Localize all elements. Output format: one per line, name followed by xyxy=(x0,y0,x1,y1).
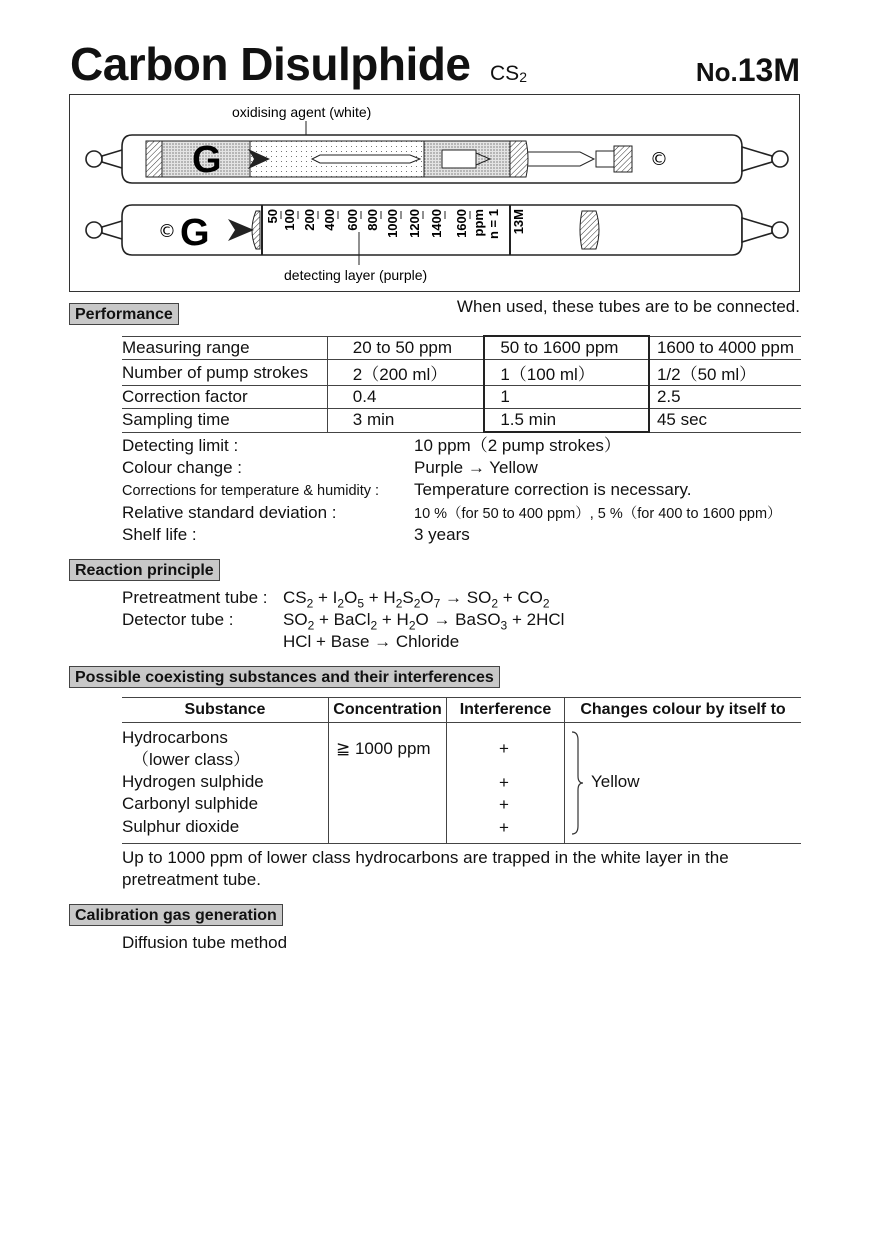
page-title: Carbon Disulphide xyxy=(70,38,471,90)
interference-mark: + xyxy=(499,818,509,837)
substance-name: Carbonyl sulphide xyxy=(122,794,259,813)
scale-tick-label: 1200 xyxy=(407,209,422,238)
detector-equation-2: HCl + Base → Chloride xyxy=(283,632,460,651)
product-number-value: 13M xyxy=(737,52,800,88)
interference-note: Up to 1000 ppm of lower class hydrocarbons are trapped in the white layer in the pretreatment tube. xyxy=(122,848,729,889)
substance-name: Hydrocarbons xyxy=(122,728,228,747)
column-divider xyxy=(564,698,565,843)
pretreatment-equation: $CS_2 + I_2O_5 + H_2S_2O_7 \to SO_2 + CO_2$ xyxy=(283,588,550,611)
column-header: Substance xyxy=(184,701,266,718)
scale-tick-label: 1000 xyxy=(385,209,400,238)
formula-subscript: 2 xyxy=(519,69,527,85)
interference-mark: + xyxy=(499,795,509,814)
section-reaction-principle: Reaction principle xyxy=(69,559,220,581)
performance-table xyxy=(122,335,801,433)
concentration-value: ≧ 1000 ppm xyxy=(336,739,431,758)
bottom-layer-label: detecting layer (purple) xyxy=(284,267,428,283)
scale-tick-label: 800 xyxy=(365,209,380,231)
scale-unit-label: ppm xyxy=(471,209,486,237)
logo-g-icon: G xyxy=(192,139,222,181)
top-layer-label: oxidising agent (white) xyxy=(232,104,372,120)
section-performance: Performance xyxy=(69,303,179,325)
table-cell: 1/2（50 ml） xyxy=(649,360,801,386)
copyright-icon: © xyxy=(650,149,668,170)
tube-diagram xyxy=(69,94,800,292)
spec-label: Corrections for temperature & humidity : xyxy=(122,483,380,499)
scale-tick-label: 50 xyxy=(265,209,280,224)
row-label: Correction factor xyxy=(122,386,327,409)
table-cell: 0.4 xyxy=(327,386,484,409)
substance-name: Hydrogen sulphide xyxy=(122,772,264,791)
table-cell: 45 sec xyxy=(649,409,801,433)
pretreatment-tube xyxy=(86,135,788,183)
table-cell: 20 to 50 ppm xyxy=(327,336,484,360)
spec-value: 10 %（for 50 to 400 ppm）, 5 %（for 400 to 1600 ppm） xyxy=(414,506,782,522)
scale-tick-label: 1400 xyxy=(429,209,444,238)
logo-g-icon: G xyxy=(180,212,210,254)
table-row xyxy=(122,336,801,360)
scale-tick-label: 1600 xyxy=(454,209,469,238)
spec-value: Purple → Yellow xyxy=(414,458,538,477)
table-cell: 2（200 ml） xyxy=(327,360,484,386)
detector-tube xyxy=(86,205,788,255)
column-header: Concentration xyxy=(333,701,442,718)
pretreatment-label: Pretreatment tube : xyxy=(122,588,268,607)
detector-equation-1: $SO_2$ + BaCl$_2$ + $H_2O$ → BaSO$_3$ + 2HCl xyxy=(283,610,565,633)
calibration-method: Diffusion tube method xyxy=(122,933,288,952)
spec-label: Colour change : xyxy=(122,458,243,477)
header-divider xyxy=(122,722,801,723)
tube-code-label: 13M xyxy=(511,209,526,235)
table-cell: 2.5 xyxy=(649,386,801,409)
table-cell-standard: 50 to 1600 ppm xyxy=(484,336,649,360)
spec-label: Relative standard deviation : xyxy=(122,503,337,522)
detector-label: Detector tube : xyxy=(122,610,234,629)
interference-mark: + xyxy=(499,773,509,792)
table-cell-standard: 1.5 min xyxy=(484,409,649,433)
table-row xyxy=(122,360,801,386)
row-label: Number of pump strokes xyxy=(122,360,327,386)
table-cell-standard: 1（100 ml） xyxy=(484,360,649,386)
product-number-prefix: No. xyxy=(695,57,738,87)
interference-table xyxy=(122,697,801,844)
scale-tick-label: 400 xyxy=(322,209,337,231)
spec-value: 10 ppm（2 pump strokes） xyxy=(414,436,621,455)
row-label: Measuring range xyxy=(122,336,327,360)
chemical-formula xyxy=(490,62,527,87)
section-interferences: Possible coexisting substances and their interferences xyxy=(69,666,500,688)
colour-change-value: Yellow xyxy=(591,772,640,791)
section-calibration: Calibration gas generation xyxy=(69,904,283,926)
spec-label: Shelf life : xyxy=(122,525,197,544)
right-brace-icon xyxy=(570,730,584,836)
table-row xyxy=(122,386,801,409)
substance-name: Sulphur dioxide xyxy=(122,817,240,836)
copyright-icon: © xyxy=(158,221,176,242)
substance-name: （lower class） xyxy=(132,750,251,769)
column-divider xyxy=(328,698,329,843)
table-cell: 3 min xyxy=(327,409,484,433)
spec-value: Temperature correction is necessary. xyxy=(414,480,692,499)
row-label: Sampling time xyxy=(122,409,327,433)
tube-diagram-svg xyxy=(70,95,801,293)
connection-note: When used, these tubes are to be connected. xyxy=(456,297,800,316)
table-cell: 1600 to 4000 ppm xyxy=(649,336,801,360)
column-header: Interference xyxy=(459,701,552,718)
formula-main: CS xyxy=(490,62,520,85)
spec-value: 3 years xyxy=(414,525,470,544)
table-cell-standard: 1 xyxy=(484,386,649,409)
product-number xyxy=(696,50,800,97)
scale-tick-label: 100 xyxy=(282,209,297,231)
column-divider xyxy=(446,698,447,843)
spec-label: Detecting limit : xyxy=(122,436,239,455)
column-header: Changes colour by itself to xyxy=(580,701,786,718)
table-row xyxy=(122,409,801,433)
scale-tick-label: 600 xyxy=(345,209,360,231)
scale-tick-label: 200 xyxy=(302,209,317,231)
scale-n-label: n = 1 xyxy=(486,209,501,239)
interference-mark: + xyxy=(499,739,509,758)
